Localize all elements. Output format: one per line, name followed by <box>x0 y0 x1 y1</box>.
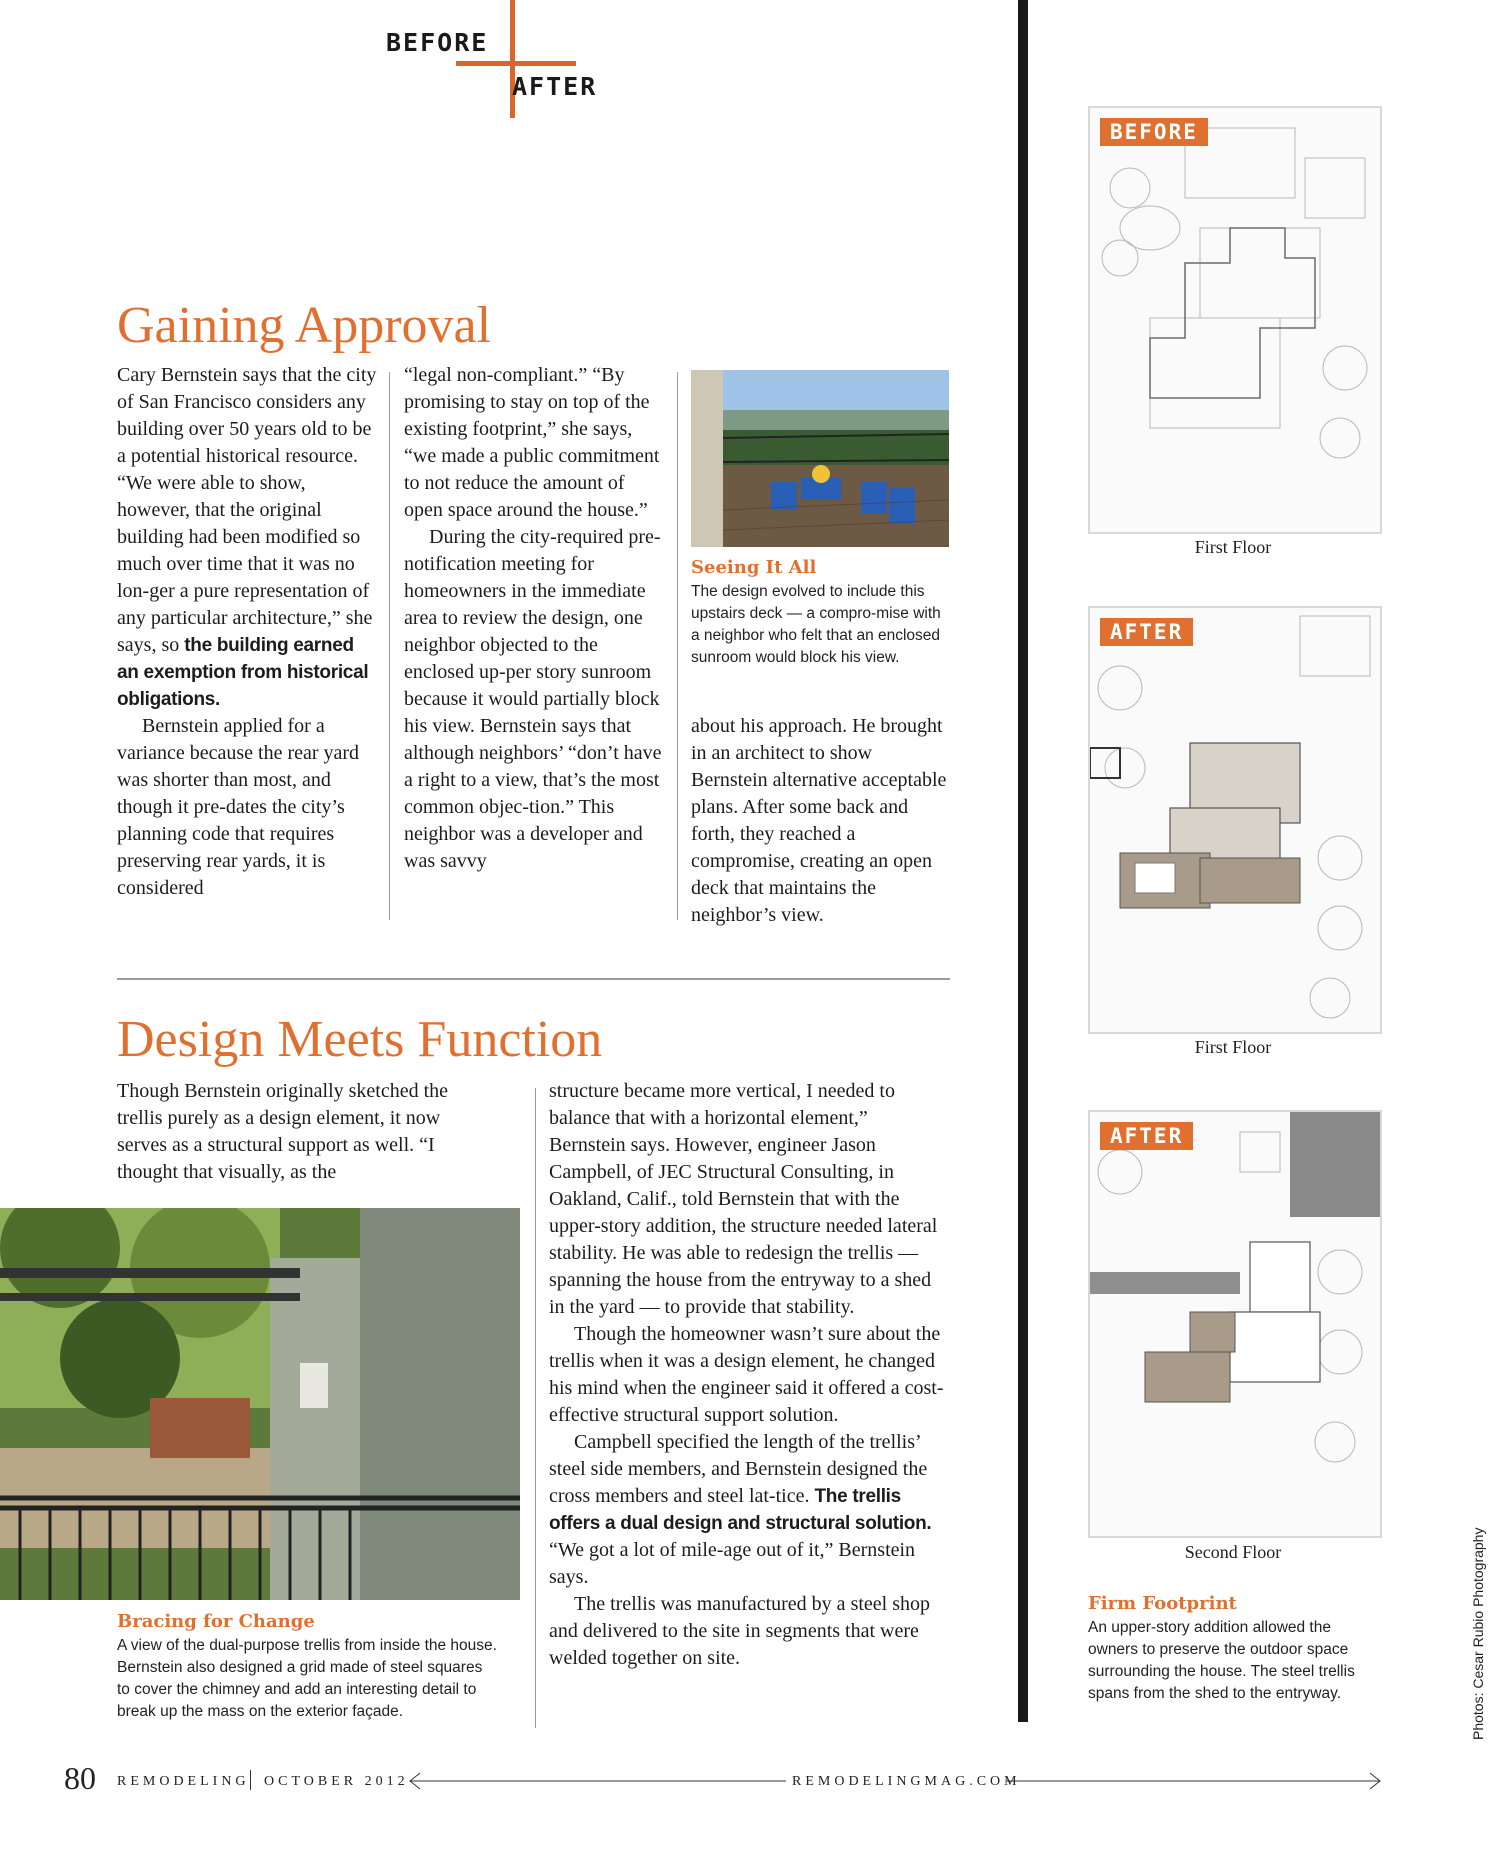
photo-credit: Photos: Cesar Rubio Photography <box>1470 1527 1486 1740</box>
paragraph: Though the homeowner wasn’t sure about the trellis when it was a design element, he changed his mind when the engineer said it offered a cost-effective structural support solution. <box>549 1323 944 1426</box>
paragraph-text: “We got a lot of mile-age out of it,” Bernstein says. <box>549 1539 916 1588</box>
before-after-logo <box>386 0 626 120</box>
floor-plan-drawing <box>1090 108 1380 532</box>
paragraph: Though Bernstein originally sketched the trellis purely as a design element, it now serves as a structural support as well. “I thought that visually, as the <box>117 1080 449 1183</box>
bold-pull-text: the building earned an exemption from historical obligations. <box>117 635 369 710</box>
article-column-1 <box>117 362 379 902</box>
footer-issue-date: OCTOBER 2012 <box>264 1774 409 1789</box>
trellis-photo-image <box>0 1208 520 1600</box>
caption-text-firm-footprint: An upper-story addition allowed the owners to preserve the outdoor space surrounding the house. The steel trellis spans from the shed to the entryway. <box>1088 1619 1355 1702</box>
floor-plan-after-second <box>1088 1110 1382 1538</box>
plan-caption: First Floor <box>1194 1037 1272 1057</box>
logo-after-text: AFTER <box>512 72 598 101</box>
paragraph-text: Cary Bernstein says that the city of San Francisco considers any building over 50 years old to be a potential historical resource. “We were able to show, however, that the original building had been modified so much over time that it was no lon-ger a pure representation of any particular architecture,” she says, so <box>117 364 377 656</box>
article-column-3 <box>691 713 953 929</box>
paragraph: structure became more vertical, I needed to balance that with a horizontal element,” Bernstein says. However, engineer Jason Campbell, of JEC Structural Consulting, in Oakland, Calif., told Bernstein that with the upper-story addition, the structure needed lateral stability. He was able to redesign the trellis — spanning the house from the entryway to a shed in the yard — to provide that stability. <box>549 1080 938 1318</box>
plan-caption: First Floor <box>1194 537 1272 557</box>
trellis-photo <box>0 1208 520 1600</box>
logo-horizontal-bar <box>456 61 576 66</box>
paragraph: The trellis was manufactured by a steel shop and delivered to the site in segments that were welded together on site. <box>549 1593 930 1669</box>
article-column-2 <box>404 362 666 875</box>
footer-separator <box>250 1770 251 1790</box>
caption-text-seeing-it-all: The design evolved to include this upstairs deck — a compro-mise with a neighbor who felt that an enclosed sunroom would block his view. <box>691 583 941 666</box>
paragraph: about his approach. He brought in an architect to show Bernstein alternative acceptable plans. After some back and forth, they reached a compromise, creating an open deck that maintains the neighbor’s view. <box>691 715 947 926</box>
paragraph-text: Campbell specified the length of the trellis’ steel side members, and Bernstein designed the cross members and steel lat-tice. <box>549 1431 928 1507</box>
caption-title-bracing-for-change: Bracing for Change <box>117 1611 315 1632</box>
paragraph <box>549 1429 949 1591</box>
logo-before-text: BEFORE <box>386 28 489 57</box>
column-rule <box>677 372 678 920</box>
caption-text-bracing-for-change: A view of the dual-purpose trellis from inside the house. Bernstein also designed a grid made of steel squares to cover the chimney and add an interesting detail to break up the mass on the exterior façade. <box>117 1637 497 1720</box>
floor-plan-drawing <box>1090 608 1380 1032</box>
deck-photo-image <box>691 370 949 547</box>
floor-plan-after-first <box>1088 606 1382 1034</box>
column-rule <box>389 372 390 920</box>
page-divider-bar <box>1018 0 1028 1722</box>
floor-plan-drawing <box>1090 1112 1380 1536</box>
section-title-gaining-approval: Gaining Approval <box>117 297 492 354</box>
plan-badge-before: BEFORE <box>1100 118 1208 146</box>
article-column-4 <box>549 1078 949 1672</box>
article-column-intro <box>117 1078 492 1186</box>
paragraph: “legal non-compliant.” “By promising to stay on top of the existing footprint,” she says, “we made a public commitment to not reduce the amount of open space around the house.” <box>404 364 660 521</box>
page-number: 80 <box>64 1760 96 1796</box>
floor-plan-before <box>1088 106 1382 534</box>
caption-title-firm-footprint: Firm Footprint <box>1088 1593 1237 1614</box>
footer-magazine-name: REMODELING <box>117 1774 250 1789</box>
paragraph: During the city-required pre-notification meeting for homeowners in the immediate area to review the design, one neighbor objected to the enclosed up-per story sunroom because it would partially block his view. Bernstein says that although neighbors’ “don’t have a right to a view, that’s the most common objec-tion.” This neighbor was a developer and was savvy <box>404 526 662 872</box>
section-divider <box>117 978 950 980</box>
caption-title-seeing-it-all: Seeing It All <box>691 557 817 578</box>
paragraph: Bernstein applied for a variance because the rear yard was shorter than most, and though it pre-dates the city’s planning code that requires preserving rear yards, it is considered <box>117 715 360 899</box>
plan-badge-after: AFTER <box>1100 618 1193 646</box>
bold-pull-text: The trellis offers a dual design and structural solution. <box>549 1486 932 1534</box>
column-rule <box>535 1088 536 1728</box>
footer-website: REMODELINGMAG.COM <box>792 1774 1021 1789</box>
section-title-design-meets-function: Design Meets Function <box>117 1011 603 1068</box>
deck-photo <box>691 370 949 547</box>
plan-badge-after: AFTER <box>1100 1122 1193 1150</box>
plan-caption: Second Floor <box>1184 1542 1282 1562</box>
paragraph <box>117 362 379 713</box>
